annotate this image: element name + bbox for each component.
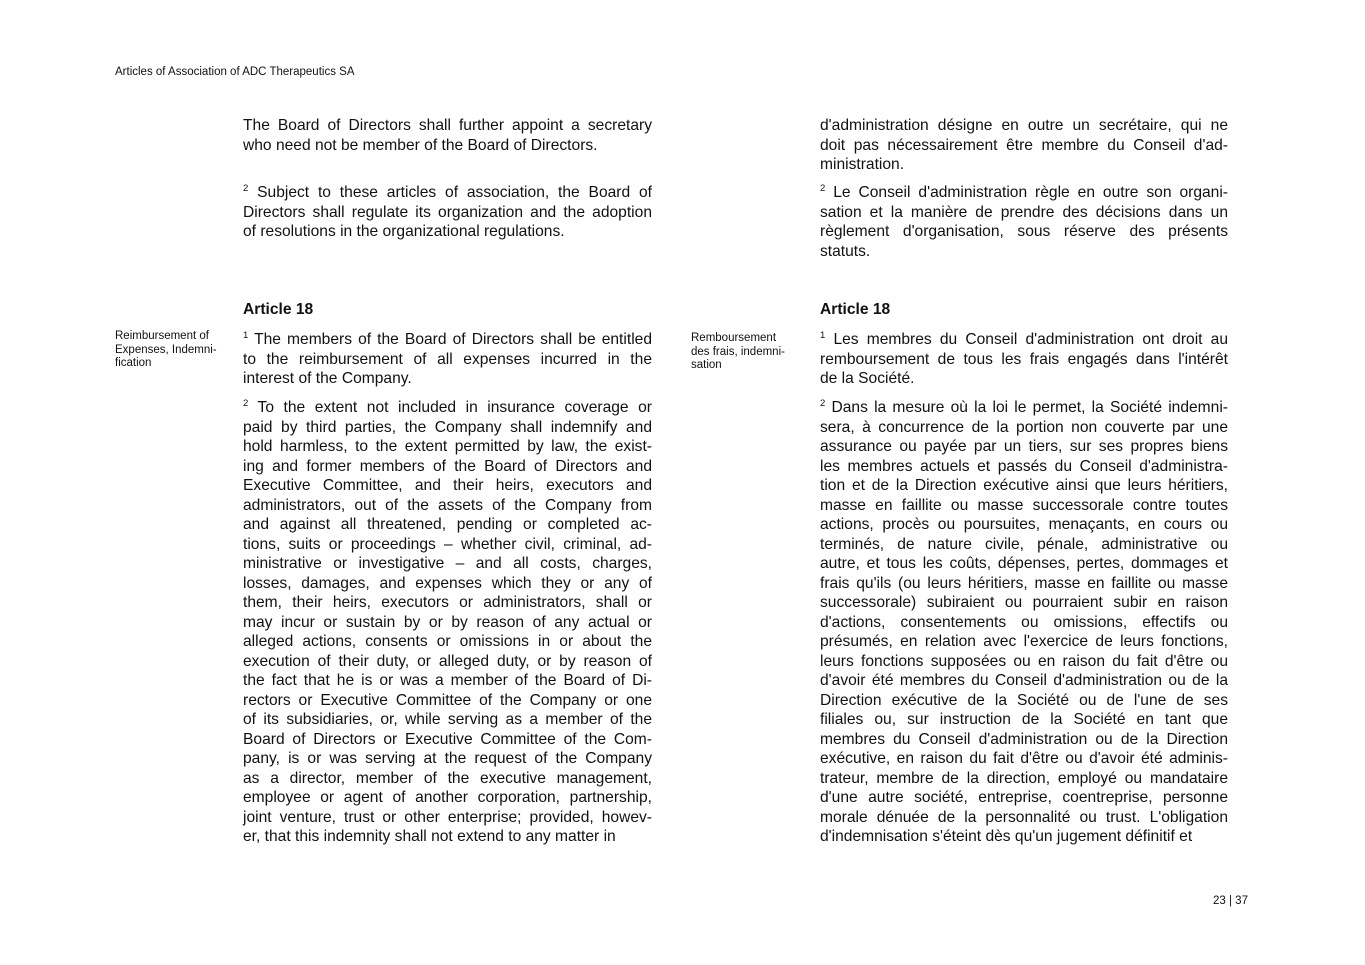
fr-article-heading: Article 18 [820, 301, 891, 318]
text-line: sation et la manière de prendre des décisions dans un [820, 203, 1228, 221]
en-paragraph-2 [243, 183, 652, 242]
text-line: may incur or sustain by or by reason of any actual or [243, 613, 652, 631]
text-line: Executive Committee, and their heirs, executors and [243, 477, 652, 494]
footnote-number: 2 [820, 182, 826, 194]
text-line: trateur, membre de la direction, employé ou mandataire [820, 769, 1228, 787]
en-paragraph-2-lines [243, 183, 652, 242]
footnote-number: 2 [820, 397, 826, 409]
text-line: joint venture, trust or other enterprise; provided, howev- [243, 808, 652, 826]
text-line: employee or agent of another corporation, partnership, [243, 789, 652, 806]
text-line: er, that this indemnity shall not extend to any matter in [243, 828, 616, 845]
text-line: règlement d'organisation, sous réserve des présents [820, 223, 1228, 240]
text-line: autre, et tous les coûts, dépenses, pertes, dommages et [820, 555, 1228, 572]
fr-article-paragraph-1 [820, 330, 1228, 389]
text-line: d'avoir été membres du Conseil d'administration ou de la [820, 672, 1228, 689]
text-line: paid by third parties, the Company shall indemnify and [243, 418, 652, 436]
text-line: $^2$ Le Conseil d'administration règle en outre son organi- [820, 182, 1228, 201]
text-line: tion et de la Direction exécutive ainsi que leurs héritiers, [820, 477, 1228, 494]
en-article-heading: Article 18 [243, 301, 314, 318]
text-line: des frais, indemni- [691, 345, 785, 358]
text-line: morale dénuée de la personnalité ou trust. L'obligation [820, 808, 1228, 826]
text-line: tions, suits or proceedings – whether civil, criminal, ad- [243, 535, 652, 553]
text-line: Expenses, Indemni- [115, 343, 217, 356]
text-line: of its subsidiaries, or, while serving as a member of the [243, 711, 652, 728]
text-line: statuts. [820, 242, 871, 260]
text-line: $^2$ Subject to these articles of association, the Board of [243, 182, 652, 201]
en-intro-paragraph [243, 116, 652, 155]
text-line: d'une autre société, entreprise, coentreprise, personne [820, 789, 1228, 806]
text-line: alleged actions, consents or omissions in or about the [243, 633, 652, 650]
text-line: remboursement de tous les frais engagés dans l'intérêt [820, 350, 1228, 368]
text-line: d'indemnisation s'éteint dès qu'un jugement définitif et [820, 828, 1193, 845]
text-line: who need not be member of the Board of Directors. [243, 136, 598, 154]
text-line: and against all threatened, pending or completed ac- [243, 516, 652, 533]
text-line: $^1$ Les membres du Conseil d'administration ont droit au [820, 329, 1228, 348]
text-line: as a director, member of the executive management, [243, 769, 652, 787]
text-line: ministrative or investigative – and all costs, charges, [243, 555, 652, 572]
text-line: losses, damages, and expenses which they or any of [243, 574, 652, 592]
en-article-paragraph-1 [243, 330, 652, 389]
text-line: $^1$ The members of the Board of Directors shall be entitled [243, 329, 652, 348]
text-line: interest of the Company. [243, 370, 412, 387]
text-line: The Board of Directors shall further appoint a secretary [243, 117, 652, 134]
text-line: d'administration désigne en outre un secrétaire, qui ne [820, 117, 1228, 134]
text-line: execution of their duty, or alleged duty, or by reason of [243, 652, 652, 670]
fr-intro-paragraph [820, 116, 1228, 175]
text-line: rectors or Executive Committee of the Company or one [243, 691, 652, 709]
text-line: of resolutions in the organizational regulations. [243, 223, 565, 240]
text-line: membres du Conseil d'administration ou de la Direction [820, 730, 1228, 748]
text-line: présumés, en relation avec l'exercice de leurs fonctions, [820, 633, 1228, 650]
text-line: terminés, de nature civile, pénale, administrative ou [820, 535, 1228, 553]
text-line: fication [115, 357, 152, 369]
fr-margin-note [691, 332, 785, 373]
text-line: leurs fonctions supposées ou en raison du fait d'être ou [820, 652, 1228, 670]
footnote-number: 2 [243, 397, 249, 409]
text-line: filiales ou, sur instruction de la Société en tant que [820, 711, 1228, 728]
running-header: Articles of Association of ADC Therapeutics SA [115, 66, 355, 78]
text-line: them, their heirs, executors or administrators, shall or [243, 594, 652, 611]
text-line: masse en faillite ou masse successorale contre toutes [820, 496, 1228, 514]
text-line: administrators, out of the assets of the Company from [243, 496, 652, 514]
text-line: doit pas nécessairement être membre du Conseil d'ad- [820, 136, 1228, 154]
footnote-number: 1 [243, 329, 249, 341]
text-line: Direction exécutive de la Société ou de l'une de ses [820, 691, 1228, 709]
text-line: Board of Directors or Executive Committee of the Com- [243, 730, 652, 748]
text-line: Directors shall regulate its organization and the adoption [243, 203, 652, 221]
text-line: sera, à concurrence de la portion non couverte par une [820, 418, 1228, 436]
text-line: $^2$ Dans la mesure où la loi le permet, la Société indemni- [820, 397, 1228, 416]
text-line: successorale) subiraient ou pourraient subir en raison [820, 594, 1228, 611]
text-line: Reimbursement of [115, 330, 209, 342]
fr-paragraph-2 [820, 183, 1228, 261]
text-line: the fact that he is or was a member of the Board of Di- [243, 672, 652, 689]
text-line: sation [691, 359, 722, 371]
text-line: hold harmless, to the extent permitted by law, the exist- [243, 438, 652, 455]
text-line: to the reimbursement of all expenses incurred in the [243, 350, 652, 368]
text-line: pany, is or was serving at the request of the Company [243, 750, 652, 767]
footnote-number: 2 [243, 182, 249, 194]
text-line: de la Société. [820, 370, 915, 387]
text-line: les membres actuels et passés du Conseil d'administra- [820, 457, 1228, 475]
fr-article-paragraph-2 [820, 398, 1228, 847]
en-margin-note [115, 330, 217, 371]
en-article-paragraph-2 [243, 398, 652, 847]
text-line: exécutive, en raison du fait d'être ou d'avoir été adminis- [820, 750, 1228, 767]
text-line: d'actions, consentements ou omissions, effectifs ou [820, 613, 1228, 631]
text-line: $^2$ To the extent not included in insurance coverage or [243, 397, 652, 416]
footnote-number: 1 [820, 329, 826, 341]
text-line: Remboursement [691, 332, 777, 344]
text-line: actions, procès ou poursuites, menaçants, en cours ou [820, 516, 1228, 533]
page-number: 23 | 37 [1213, 895, 1248, 907]
text-line: ministration. [820, 156, 905, 173]
text-line: frais qu'ils (ou leurs héritiers, masse en faillite ou masse [820, 574, 1228, 592]
text-line: assurance ou payée par un tiers, sur ses propres biens [820, 438, 1228, 455]
text-line: ing and former members of the Board of Directors and [243, 457, 652, 475]
